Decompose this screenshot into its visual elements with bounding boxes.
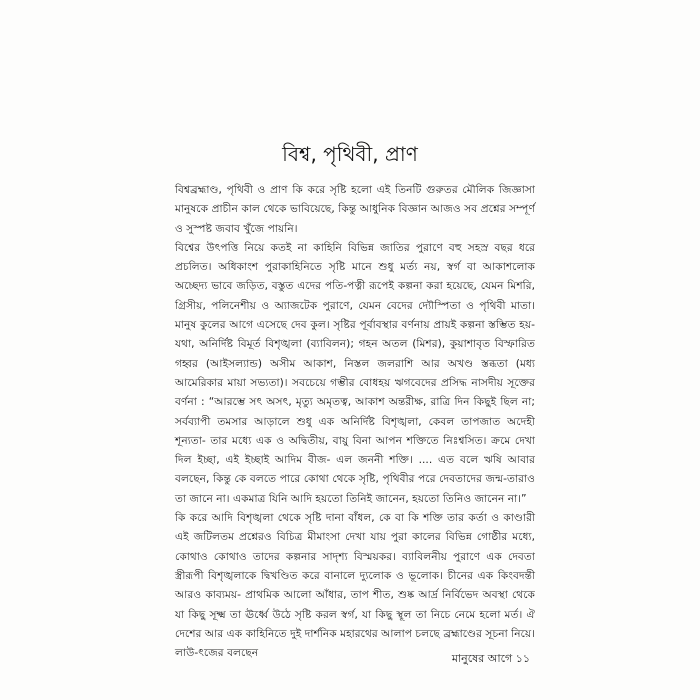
page-footer: মানুষের আগে ১১ xyxy=(451,652,530,665)
chapter-title: বিশ্ব, পৃথিবী, প্রাণ xyxy=(282,142,418,166)
paragraph-2: বিশ্বের উৎপত্তি নিয়ে কতই না কাহিনি বিভিন্ন জাতির পুরাণে বহু সহস্র বছর ধরে প্রচলিত। অধিকাংশ পুরাকাহিনিতে সৃষ্টি মানে শুধু মর্ত্য নয়, স্বর্গ বা আকাশলোক অচ্ছেদ্য ভাবে জড়িত, বস্তুত এদের পতি-পত্নী রূপেই কল্পনা করা হয়েছে, যেমন মিশরি, গ্রিসীয়, পলিনেশীয় ও অ্যাজটেক পুরাণে, যেমন বেদের দ্যৌস্পিতা ও পৃথিবী মাতা। মানুষ কুলের আগে এসেছে দেব কুল। সৃষ্টির পূর্বাবস্থার বর্ণনায় প্রায়ই কল্পনা স্তম্ভিত হয়- যথা, অনির্দিষ্ট বিমূর্ত বিশৃঙ্খলা (ব্যাবিলন); গহন অতল (মিশর), কুয়াশাবৃত বিস্ফারিত গহ্বর (আইসল্যান্ড) অসীম আকাশ, নিস্তল জলরাশি আর অখণ্ড স্তব্ধতা (মধ্য আমেরিকার মায়া সভ্যতা)। সবচেয়ে গম্ভীর বোধহয় ঋগবেদের প্রসিদ্ধ নাসদীয় সূক্তের বর্ণনা : “আরম্ভে সৎ অসৎ, মৃত্যু অমৃতত্ব, আকাশ অন্তরীক্ষ, রাত্রি দিন কিছুই ছিল না; সর্বব্যাপী তমসার আড়ালে শুধু এক অনির্দিষ্ট বিশৃঙ্খলা, কেবল তাপজাত অদেহী শূন্যতা- তার মধ্যে এক ও অদ্বিতীয়, বায়ু বিনা আপন শক্তিতে নিঃশ্বসিত। ক্রমে দেখা দিল ইচ্ছা, এই ইচ্ছাই আদিম বীজ- এল জননী শক্তি। .... এত বলে ঋষি আবার বলছেন, কিন্তু কে বলতে পারে কোথা থেকে সৃষ্টি, পৃথিবীর পরে দেবতাদের জন্ম-তারাও তা জানে না। একমাত্র যিনি আদি হয়তো তিনিই জানেন, হয়তো তিনিও জানেন না।” xyxy=(175,240,535,505)
body-text xyxy=(175,180,535,662)
paragraph-1: বিশ্বব্রহ্মাণ্ড, পৃথিবী ও প্রাণ কি করে সৃষ্টি হলো এই তিনটি গুরুতর মৌলিক জিজ্ঞাসা মানুষকে প্রাচীন কাল থেকে ভাবিয়েছে, কিন্তু আধুনিক বিজ্ঞান আজও সব প্রশ্নের সম্পূর্ণ ও সুস্পষ্ট জবাব খুঁজে পায়নি। xyxy=(175,183,535,235)
paragraph-3: কি করে আদি বিশৃঙ্খলা থেকে সৃষ্টি দানা বাঁধল, কে বা কি শক্তি তার কর্তা ও কাণ্ডারী এই জটিলতম প্রশ্নেরও বিচিত্র মীমাংসা দেখা যায় পুরা কালের বিভিন্ন গোষ্ঠীর মধ্যে, কোথাও কোথাও তাদের কল্পনার সাদৃশ্য বিস্ময়কর। ব্যাবিলনীয় পুরাণে এক দেবতা স্ত্রীরূপী বিশৃঙ্খলাকে দ্বিখণ্ডিত করে বানালে দ্যুলোক ও ভূলোক। চীনের এক কিংবদন্তী আরও কাব্যময়- প্রাথমিক আলো আঁধার, তাপ শীত, শুষ্ক আর্দ্র নির্বিভেদ অবস্থা থেকে যা কিছু সূক্ষ্ম তা ঊর্ধ্বে উঠে সৃষ্টি করল স্বর্গ, যা কিছু স্থূল তা নিচে নেমে হলো মর্ত। ঐ দেশের আর এক কাহিনিতে দুই দার্শনিক মহারথের আলাপ চলছে ব্রহ্মাণ্ডের সূচনা নিয়ে। লাউ-ৎজের বলছেন xyxy=(175,511,535,660)
